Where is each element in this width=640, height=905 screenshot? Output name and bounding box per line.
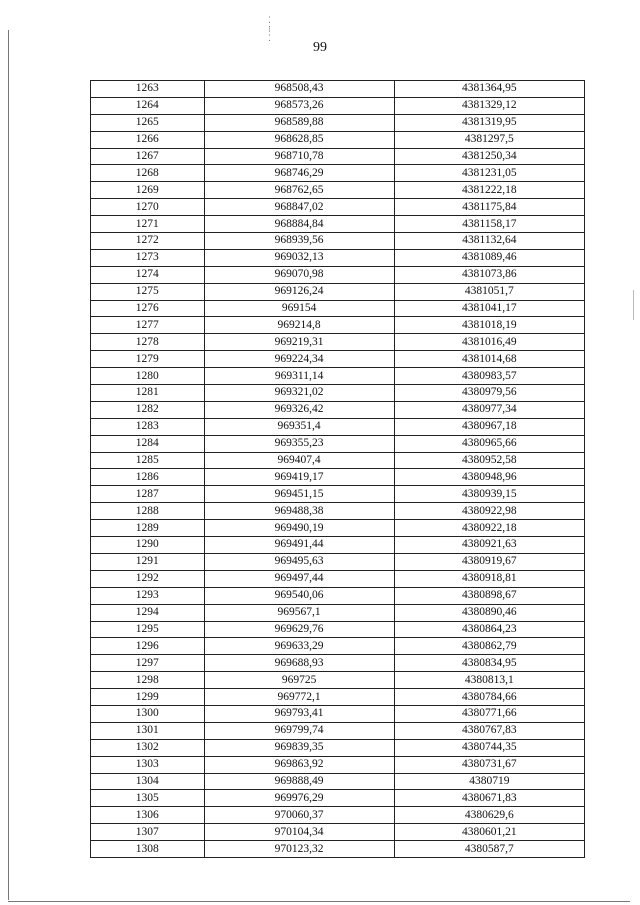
point-number-cell: 1272 xyxy=(91,233,205,250)
y-coordinate-cell: 4381364,95 xyxy=(394,81,584,98)
x-coordinate-cell: 968884,84 xyxy=(204,216,394,233)
x-coordinate-cell: 969633,29 xyxy=(204,638,394,655)
y-coordinate-cell: 4380918,81 xyxy=(394,570,584,587)
y-coordinate-cell: 4380948,96 xyxy=(394,469,584,486)
point-number-cell: 1266 xyxy=(91,131,205,148)
y-coordinate-cell: 4380629,6 xyxy=(394,807,584,824)
table-row xyxy=(91,97,585,114)
y-coordinate-cell: 4380719 xyxy=(394,773,584,790)
y-coordinate-cell: 4380952,58 xyxy=(394,452,584,469)
point-number-cell: 1289 xyxy=(91,520,205,537)
point-number-cell: 1303 xyxy=(91,756,205,773)
point-number-cell: 1286 xyxy=(91,469,205,486)
point-number-cell: 1285 xyxy=(91,452,205,469)
table-row xyxy=(91,266,585,283)
point-number-cell: 1263 xyxy=(91,81,205,98)
table-row xyxy=(91,401,585,418)
x-coordinate-cell: 968710,78 xyxy=(204,148,394,165)
point-number-cell: 1284 xyxy=(91,435,205,452)
y-coordinate-cell: 4380864,23 xyxy=(394,621,584,638)
x-coordinate-cell: 969070,98 xyxy=(204,266,394,283)
x-coordinate-cell: 969888,49 xyxy=(204,773,394,790)
point-number-cell: 1306 xyxy=(91,807,205,824)
y-coordinate-cell: 4381250,34 xyxy=(394,148,584,165)
y-coordinate-cell: 4380601,21 xyxy=(394,824,584,841)
x-coordinate-cell: 968746,29 xyxy=(204,165,394,182)
table-row xyxy=(91,114,585,131)
x-coordinate-cell: 969154 xyxy=(204,300,394,317)
point-number-cell: 1297 xyxy=(91,655,205,672)
point-number-cell: 1270 xyxy=(91,199,205,216)
point-number-cell: 1301 xyxy=(91,722,205,739)
point-number-cell: 1292 xyxy=(91,570,205,587)
table-row xyxy=(91,689,585,706)
point-number-cell: 1274 xyxy=(91,266,205,283)
y-coordinate-cell: 4381319,95 xyxy=(394,114,584,131)
y-coordinate-cell: 4380898,67 xyxy=(394,587,584,604)
point-number-cell: 1308 xyxy=(91,841,205,858)
point-number-cell: 1288 xyxy=(91,503,205,520)
y-coordinate-cell: 4380587,7 xyxy=(394,841,584,858)
table-row xyxy=(91,199,585,216)
x-coordinate-cell: 969688,93 xyxy=(204,655,394,672)
y-coordinate-cell: 4381073,86 xyxy=(394,266,584,283)
x-coordinate-cell: 968847,02 xyxy=(204,199,394,216)
scan-artifact-marks: ⁚ ⁝ ⁚ xyxy=(268,15,271,43)
y-coordinate-cell: 4381175,84 xyxy=(394,199,584,216)
point-number-cell: 1295 xyxy=(91,621,205,638)
x-coordinate-cell: 969495,63 xyxy=(204,553,394,570)
y-coordinate-cell: 4380967,18 xyxy=(394,418,584,435)
y-coordinate-cell: 4381014,68 xyxy=(394,351,584,368)
y-coordinate-cell: 4380922,18 xyxy=(394,520,584,537)
y-coordinate-cell: 4380939,15 xyxy=(394,486,584,503)
x-coordinate-cell: 969725 xyxy=(204,672,394,689)
scan-edge-line-bottom xyxy=(8,901,630,902)
x-coordinate-cell: 969126,24 xyxy=(204,283,394,300)
y-coordinate-cell: 4380983,57 xyxy=(394,368,584,385)
x-coordinate-cell: 970104,34 xyxy=(204,824,394,841)
x-coordinate-cell: 969629,76 xyxy=(204,621,394,638)
y-coordinate-cell: 4380771,66 xyxy=(394,705,584,722)
table-row xyxy=(91,216,585,233)
table-row xyxy=(91,300,585,317)
x-coordinate-cell: 969032,13 xyxy=(204,249,394,266)
table-row xyxy=(91,418,585,435)
point-number-cell: 1268 xyxy=(91,165,205,182)
table-row xyxy=(91,638,585,655)
y-coordinate-cell: 4381041,17 xyxy=(394,300,584,317)
x-coordinate-cell: 969321,02 xyxy=(204,385,394,402)
y-coordinate-cell: 4380671,83 xyxy=(394,790,584,807)
y-coordinate-cell: 4380784,66 xyxy=(394,689,584,706)
table-row xyxy=(91,553,585,570)
y-coordinate-cell: 4380922,98 xyxy=(394,503,584,520)
point-number-cell: 1302 xyxy=(91,739,205,756)
x-coordinate-cell: 970060,37 xyxy=(204,807,394,824)
table-row xyxy=(91,368,585,385)
x-coordinate-cell: 969799,74 xyxy=(204,722,394,739)
x-coordinate-cell: 968573,26 xyxy=(204,97,394,114)
scan-edge-line-left xyxy=(8,30,9,900)
table-row xyxy=(91,283,585,300)
point-number-cell: 1281 xyxy=(91,385,205,402)
y-coordinate-cell: 4380813,1 xyxy=(394,672,584,689)
y-coordinate-cell: 4380919,67 xyxy=(394,553,584,570)
table-row xyxy=(91,131,585,148)
table-row xyxy=(91,807,585,824)
table-row xyxy=(91,233,585,250)
x-coordinate-cell: 968508,43 xyxy=(204,81,394,98)
x-coordinate-cell: 969326,42 xyxy=(204,401,394,418)
x-coordinate-cell: 969490,19 xyxy=(204,520,394,537)
y-coordinate-cell: 4381089,46 xyxy=(394,249,584,266)
point-number-cell: 1265 xyxy=(91,114,205,131)
point-number-cell: 1307 xyxy=(91,824,205,841)
point-number-cell: 1287 xyxy=(91,486,205,503)
table-row xyxy=(91,249,585,266)
point-number-cell: 1299 xyxy=(91,689,205,706)
table-row xyxy=(91,756,585,773)
table-row xyxy=(91,824,585,841)
table-row xyxy=(91,486,585,503)
table-row xyxy=(91,334,585,351)
x-coordinate-cell: 969488,38 xyxy=(204,503,394,520)
table-row xyxy=(91,790,585,807)
table-row xyxy=(91,773,585,790)
x-coordinate-cell: 969772,1 xyxy=(204,689,394,706)
y-coordinate-cell: 4381132,64 xyxy=(394,233,584,250)
x-coordinate-cell: 969567,1 xyxy=(204,604,394,621)
x-coordinate-cell: 969407,4 xyxy=(204,452,394,469)
y-coordinate-cell: 4380767,83 xyxy=(394,722,584,739)
point-number-cell: 1269 xyxy=(91,182,205,199)
table-row xyxy=(91,182,585,199)
point-number-cell: 1305 xyxy=(91,790,205,807)
y-coordinate-cell: 4381297,5 xyxy=(394,131,584,148)
x-coordinate-cell: 969451,15 xyxy=(204,486,394,503)
y-coordinate-cell: 4381329,12 xyxy=(394,97,584,114)
table-row xyxy=(91,739,585,756)
x-coordinate-cell: 969540,06 xyxy=(204,587,394,604)
y-coordinate-cell: 4380965,66 xyxy=(394,435,584,452)
x-coordinate-cell: 969351,4 xyxy=(204,418,394,435)
table-row xyxy=(91,672,585,689)
y-coordinate-cell: 4380744,35 xyxy=(394,739,584,756)
table-row xyxy=(91,148,585,165)
x-coordinate-cell: 970123,32 xyxy=(204,841,394,858)
table-row xyxy=(91,469,585,486)
y-coordinate-cell: 4381222,18 xyxy=(394,182,584,199)
x-coordinate-cell: 969491,44 xyxy=(204,537,394,554)
table-row xyxy=(91,520,585,537)
y-coordinate-cell: 4380979,56 xyxy=(394,385,584,402)
y-coordinate-cell: 4381018,19 xyxy=(394,317,584,334)
point-number-cell: 1294 xyxy=(91,604,205,621)
table-row xyxy=(91,570,585,587)
point-number-cell: 1277 xyxy=(91,317,205,334)
table-row xyxy=(91,503,585,520)
table-row xyxy=(91,81,585,98)
x-coordinate-cell: 968762,65 xyxy=(204,182,394,199)
table-row xyxy=(91,722,585,739)
y-coordinate-cell: 4380731,67 xyxy=(394,756,584,773)
y-coordinate-cell: 4381231,05 xyxy=(394,165,584,182)
x-coordinate-cell: 969419,17 xyxy=(204,469,394,486)
table-row xyxy=(91,841,585,858)
point-number-cell: 1291 xyxy=(91,553,205,570)
table-row xyxy=(91,165,585,182)
point-number-cell: 1304 xyxy=(91,773,205,790)
table-row xyxy=(91,705,585,722)
x-coordinate-cell: 969219,31 xyxy=(204,334,394,351)
x-coordinate-cell: 969311,14 xyxy=(204,368,394,385)
point-number-cell: 1276 xyxy=(91,300,205,317)
point-number-cell: 1296 xyxy=(91,638,205,655)
x-coordinate-cell: 969355,23 xyxy=(204,435,394,452)
point-number-cell: 1290 xyxy=(91,537,205,554)
point-number-cell: 1280 xyxy=(91,368,205,385)
x-coordinate-cell: 968589,88 xyxy=(204,114,394,131)
x-coordinate-cell: 969497,44 xyxy=(204,570,394,587)
page-number: 99 xyxy=(313,40,327,55)
table-row xyxy=(91,351,585,368)
y-coordinate-cell: 4381051,7 xyxy=(394,283,584,300)
y-coordinate-cell: 4380834,95 xyxy=(394,655,584,672)
x-coordinate-cell: 969839,35 xyxy=(204,739,394,756)
point-number-cell: 1267 xyxy=(91,148,205,165)
table-row xyxy=(91,435,585,452)
x-coordinate-cell: 968628,85 xyxy=(204,131,394,148)
y-coordinate-cell: 4380921,63 xyxy=(394,537,584,554)
scan-edge-mark-right xyxy=(633,290,634,320)
point-number-cell: 1271 xyxy=(91,216,205,233)
table-row xyxy=(91,452,585,469)
table-row xyxy=(91,604,585,621)
y-coordinate-cell: 4381016,49 xyxy=(394,334,584,351)
table-row xyxy=(91,655,585,672)
point-number-cell: 1275 xyxy=(91,283,205,300)
x-coordinate-cell: 969793,41 xyxy=(204,705,394,722)
point-number-cell: 1279 xyxy=(91,351,205,368)
table-row xyxy=(91,621,585,638)
table-row xyxy=(91,385,585,402)
y-coordinate-cell: 4380977,34 xyxy=(394,401,584,418)
y-coordinate-cell: 4381158,17 xyxy=(394,216,584,233)
x-coordinate-cell: 969214,8 xyxy=(204,317,394,334)
point-number-cell: 1298 xyxy=(91,672,205,689)
point-number-cell: 1283 xyxy=(91,418,205,435)
x-coordinate-cell: 969976,29 xyxy=(204,790,394,807)
coordinates-table xyxy=(90,80,585,858)
y-coordinate-cell: 4380862,79 xyxy=(394,638,584,655)
x-coordinate-cell: 969863,92 xyxy=(204,756,394,773)
coordinates-table-body xyxy=(91,81,585,858)
x-coordinate-cell: 969224,34 xyxy=(204,351,394,368)
point-number-cell: 1264 xyxy=(91,97,205,114)
table-row xyxy=(91,587,585,604)
point-number-cell: 1282 xyxy=(91,401,205,418)
point-number-cell: 1278 xyxy=(91,334,205,351)
table-row xyxy=(91,317,585,334)
point-number-cell: 1300 xyxy=(91,705,205,722)
table-row xyxy=(91,537,585,554)
point-number-cell: 1273 xyxy=(91,249,205,266)
point-number-cell: 1293 xyxy=(91,587,205,604)
y-coordinate-cell: 4380890,46 xyxy=(394,604,584,621)
x-coordinate-cell: 968939,56 xyxy=(204,233,394,250)
